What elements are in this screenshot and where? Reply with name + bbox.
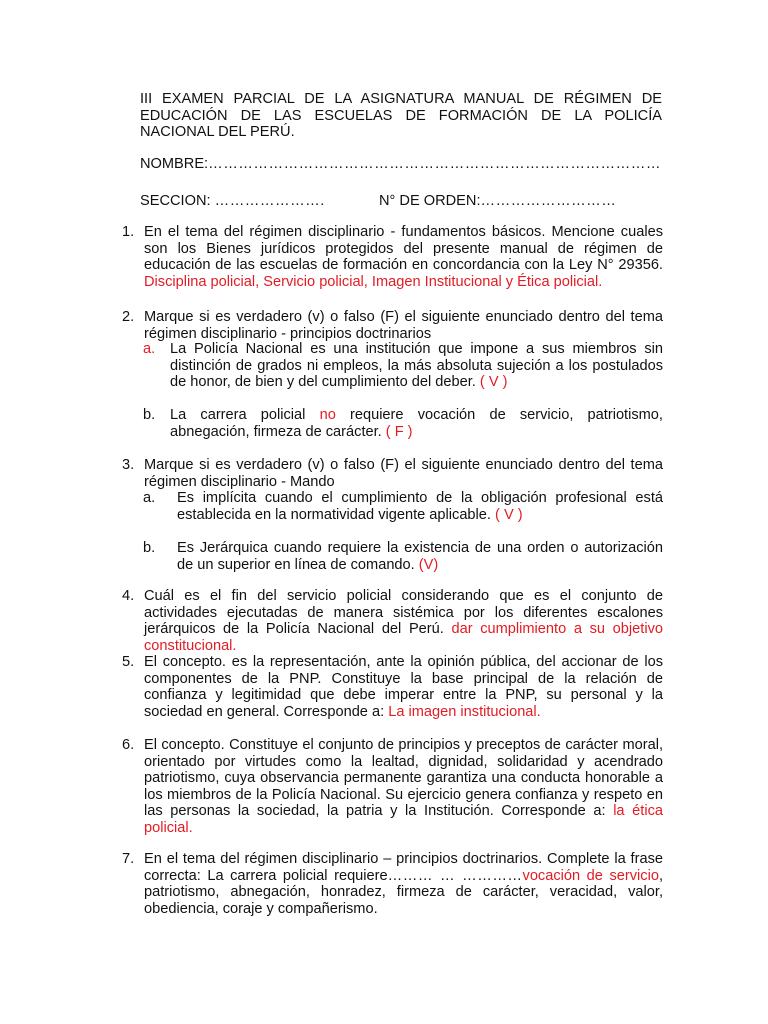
question-4	[122, 588, 663, 654]
option-text: La Policía Nacional es una institución que impone a sus miembros sin distinción de grados ni empleos, la más absoluta sujeción a los postulados de honor, de bien y del cumplimiento del deber.	[170, 341, 663, 391]
question-number: 3.	[122, 457, 135, 473]
option-text: Es Jerárquica cuando requiere la existencia de una orden o autorización de un superior en línea de comando.	[177, 540, 663, 573]
question-2	[122, 309, 663, 342]
answer-text: ( F )	[385, 423, 413, 440]
orden-blank: ………………………	[480, 193, 617, 209]
seccion-field	[140, 193, 325, 210]
answer-text: Disciplina policial, Servicio policial, Imagen Institucional y Ética policial.	[144, 273, 603, 290]
answer-text: dar cumplimiento a su objetivo constitucional.	[144, 621, 663, 654]
question-text: En el tema del régimen disciplinario – principios doctrinarios. Complete la frase correcta: La carrera policial requiere	[144, 851, 663, 884]
option-2b	[143, 407, 663, 440]
question-7	[122, 851, 663, 917]
option-2a	[143, 341, 663, 391]
question-number: 1.	[122, 224, 135, 240]
question-6	[122, 737, 663, 837]
seccion-blank: ………………….	[214, 193, 325, 209]
question-number: 7.	[122, 851, 135, 867]
option-text: Es implícita cuando el cumplimiento de la obligación profesional está establecida en la normatividad vigente aplicable.	[177, 490, 663, 523]
option-text-continued: requiere vocación de servicio, patriotismo, abnegación, firmeza de carácter.	[170, 407, 663, 440]
question-text: El concepto. Constituye el conjunto de principios y preceptos de carácter moral, orientado por virtudes como la lealtad, dignidad, solidaridad y acendrado patriotismo, cuya observancia permanente garantiza una conducta honorable a los miembros de la Policía Nacional. Su ejercicio genera confianza y respeto en las personas la sociedad, la patria y la Institución. Corresponde a:	[144, 737, 663, 820]
option-3b	[143, 540, 663, 573]
question-5	[122, 654, 663, 720]
nombre-blank: ………………………………………………………………………………	[208, 156, 661, 172]
answer-text: vocación de servicio	[522, 867, 659, 884]
answer-text: ( V )	[479, 374, 508, 391]
question-text: Cuál es el fin del servicio policial considerando que es el conjunto de actividades ejecutadas de manera sistémica por los diferentes escalones jerárquicos de la Policía Nacional del Perú.	[144, 588, 663, 638]
answer-text: (V)	[418, 556, 439, 573]
answer-text: ( V )	[495, 506, 523, 523]
question-number: 5.	[122, 654, 135, 670]
orden-field	[379, 193, 616, 210]
answer-blank: ……… … …………	[387, 867, 523, 884]
exam-title: III EXAMEN PARCIAL DE LA ASIGNATURA MANUAL DE RÉGIMEN DE EDUCACIÓN DE LAS ESCUELAS DE FORMACIÓN DE LA POLICÍA NACIONAL DEL PERÚ.	[140, 91, 662, 141]
option-letter: a.	[143, 341, 156, 357]
question-number: 6.	[122, 737, 135, 753]
nombre-label: NOMBRE:	[140, 156, 209, 172]
option-3a	[143, 490, 663, 523]
nombre-field	[140, 156, 661, 173]
option-letter: b.	[143, 540, 156, 556]
option-text: La carrera policial	[170, 407, 320, 423]
question-text: En el tema del régimen disciplinario - fundamentos básicos. Mencione cuales son los Bienes jurídicos protegidos del presente manual de régimen de educación de las escuelas de formación en concordancia con la Ley N° 29356.	[144, 224, 663, 274]
answer-text: La imagen institucional.	[388, 703, 541, 720]
question-text: El concepto. es la representación, ante la opinión pública, del accionar de los componentes de la PNP. Constituye la base principal de la relación de confianza y legitimidad que debe imperar entre la PNP, su personal y la sociedad en general. Corresponde a:	[144, 654, 663, 720]
question-text: Marque si es verdadero (v) o falso (F) el siguiente enunciado dentro del tema régimen disciplinario - Mando	[144, 457, 663, 490]
option-letter: b.	[143, 407, 156, 423]
question-number: 2.	[122, 309, 135, 325]
answer-text: la ética policial.	[144, 803, 663, 836]
question-text-continued: , patriotismo, abnegación, honradez, firmeza de carácter, veracidad, valor, obediencia, coraje y compañerismo.	[144, 867, 663, 917]
question-3	[122, 457, 663, 490]
question-1	[122, 224, 663, 290]
question-text: Marque si es verdadero (v) o falso (F) el siguiente enunciado dentro del tema régimen disciplinario - principios doctrinarios	[144, 309, 663, 342]
question-number: 4.	[122, 588, 135, 604]
orden-label: N° DE ORDEN:	[379, 193, 481, 209]
seccion-label: SECCION:	[140, 193, 211, 209]
option-letter: a.	[143, 490, 156, 506]
negation-text: no	[319, 407, 336, 423]
